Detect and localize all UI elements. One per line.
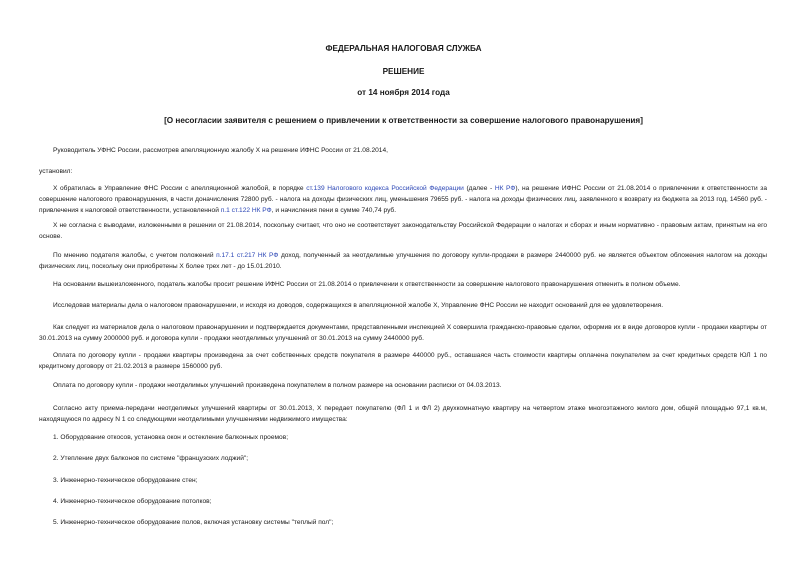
paragraph-text: доход, полученный за неотделимые улучшения по договору купли-продажи в размере 2440000 руб. не является объектом обложения налогом на доходы физических лиц, поскольку они приобретены Х более трех лет - до 15.01.2010. <box>39 252 767 270</box>
link-tax-code-art-139[interactable]: ст.139 Налогового кодекса Российской Федерации <box>306 185 464 192</box>
list-item: 3. Инженерно-техническое оборудование стен; <box>53 477 198 484</box>
paragraph-investigation: Исследовав материалы дела о налоговом правонарушении, и исходя из доводов, содержащихся в апелляционной жалобе Х, Управление ФНС России не находит оснований для ее удовлетворения. <box>53 302 664 309</box>
list-item: 5. Инженерно-техническое оборудование полов, включая установку системы "теплый пол"; <box>53 519 334 526</box>
paragraph-disagreement: Х не согласна с выводами, изложенными в решении от 21.08.2014, поскольку считает, что оно не соответствует законодательству Российской Федерации о налогах и сборах и иным нормативно - правовым актам, принятым на его основе. <box>39 222 767 240</box>
document-subject: [О несогласии заявителя с решением о привлечении к ответственности за совершение налогового правонарушения] <box>164 116 643 125</box>
paragraph-established: установил: <box>39 168 73 175</box>
paragraph-text: Х обратилась в Управление ФНС России с апелляционной жалобой, в порядке <box>53 185 307 192</box>
link-nk-rf[interactable]: НК РФ <box>494 185 516 192</box>
link-art-217[interactable]: п.17.1 ст.217 НК РФ <box>216 252 279 259</box>
paragraph-payment-improvements: Оплата по договору купли - продажи неотделимых улучшений произведена покупателем в полном размере на основании расписки от 04.03.2013. <box>53 382 502 389</box>
link-art-122[interactable]: п.1 ст.122 НК РФ <box>220 207 272 214</box>
paragraph-acceptance-act: Согласно акту приема-передачи неотделимых улучшений квартиры от 30.01.2013, Х передает покупателю (ФЛ 1 и ФЛ 2) двухкомнатную квартиру на четвертом этаже многоэтажного жилого дом, общей площадью 97,1 кв.м, находящуюся по адресу N 1 со следующими неотделимыми улучшениями недвижимого имущества: <box>39 405 767 423</box>
list-item: 1. Оборудование откосов, установка окон и остекление балконных проемов; <box>53 434 289 441</box>
list-item: 2. Утепление двух балконов по системе "французских лоджий"; <box>53 455 249 462</box>
document-date: от 14 ноября 2014 года <box>357 88 450 97</box>
paragraph-text: ), на решение ИФНС России от 21.08.2014 о привлечении к ответственности за совершение налогового правонарушения, в части доначисления 72800 руб. - налога на доходы физических лиц, уменьшения 79655 руб. - налога на доходы физических лиц, заявленного к возврату из бюджета за 2013 год, 14560 руб. - привлечения к налоговой ответственности, установленной <box>39 185 767 214</box>
list-item: 4. Инженерно-техническое оборудование потолков; <box>53 498 212 505</box>
paragraph-appeal <box>39 183 767 216</box>
paragraph-text: По мнению подателя жалобы, с учетом положений <box>53 252 217 259</box>
agency-title: ФЕДЕРАЛЬНАЯ НАЛОГОВАЯ СЛУЖБА <box>325 44 482 53</box>
paragraph-head: Руководитель УФНС России, рассмотрев апелляционную жалобу Х на решение ИФНС России от 21.08.2014, <box>53 147 388 154</box>
document-type: РЕШЕНИЕ <box>382 67 425 76</box>
paragraph-materials: Как следует из материалов дела о налоговом правонарушении и подтверждается документами, представленными инспекцией Х совершила гражданско-правовые сделки, оформив их в виде договоров купли - продажи квартиры от 30.01.2013 на сумму 2000000 руб. и договора купли - продажи неотделимых улучшений от 30.01.2013 на сумму 2440000 руб. <box>39 324 767 342</box>
paragraph-text: , и начисления пени в сумме 740,74 руб. <box>271 207 397 214</box>
paragraph-request: На основании вышеизложенного, податель жалобы просит решение ИФНС России от 21.08.2014 о привлечении к ответственности за совершение налогового правонарушения отменить в полном объеме. <box>53 281 681 288</box>
paragraph-text: (далее - <box>463 185 495 192</box>
paragraph-opinion <box>39 250 767 272</box>
paragraph-payment-apartment: Оплата по договору купли - продажи квартиры произведена за счет собственных средств покупателя в размере 440000 руб., оставшаяся часть стоимости квартиры оплачена покупателем за счет кредитных средств ЮЛ 1 по кредитному договору от 21.02.2013 в размере 1560000 руб. <box>39 352 767 370</box>
